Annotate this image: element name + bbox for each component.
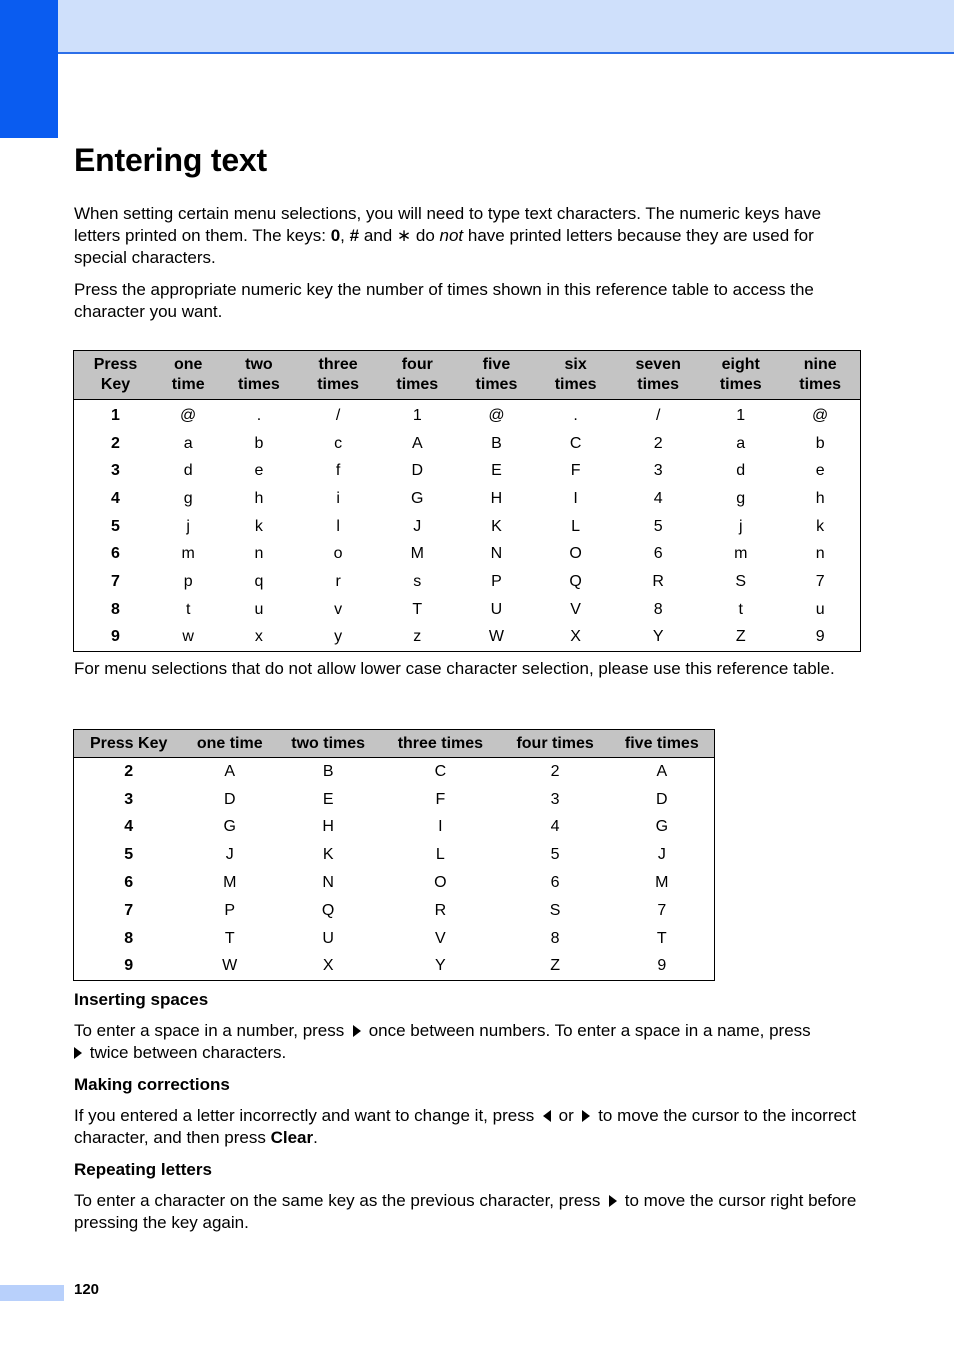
- character-cell: 3: [653, 462, 663, 480]
- character-cell: B: [322, 762, 334, 780]
- press-key-cell: 8: [111, 600, 120, 618]
- character-cell: b: [815, 434, 825, 452]
- character-cell: W: [222, 957, 238, 975]
- character-cell: M: [223, 874, 237, 892]
- character-cell: z: [413, 628, 422, 646]
- right-arrow-icon: [609, 1195, 617, 1207]
- character-cell: O: [569, 545, 582, 563]
- character-cell: u: [254, 600, 264, 618]
- page-title: Entering text: [74, 142, 267, 178]
- inserting-spaces-text: To enter a space in a number, press once between numbers. To enter a space in a name, press twice between characters.: [74, 1021, 811, 1062]
- character-cell: s: [413, 572, 422, 590]
- character-cell: n: [254, 545, 264, 563]
- column-header: five times: [610, 730, 715, 758]
- table-row: [74, 430, 861, 458]
- character-cell: I: [573, 489, 578, 507]
- character-cell: l: [336, 517, 340, 535]
- character-cell: Z: [550, 957, 560, 975]
- press-key-cell: 6: [124, 874, 134, 892]
- character-cell: M: [410, 545, 424, 563]
- character-cell: L: [571, 517, 581, 535]
- character-cell: D: [656, 790, 668, 808]
- character-cell: 8: [653, 600, 663, 618]
- character-cell: j: [186, 517, 190, 535]
- character-cell: M: [655, 874, 669, 892]
- column-header: six times: [536, 351, 615, 400]
- character-cell: 7: [657, 901, 667, 919]
- press-key-cell: 3: [111, 462, 120, 480]
- column-header: Press Key: [74, 351, 158, 400]
- character-cell: e: [815, 462, 825, 480]
- key-0: 0: [330, 226, 341, 245]
- character-cell: 9: [815, 628, 825, 646]
- character-cell: A: [224, 762, 236, 780]
- right-arrow-icon: [353, 1025, 361, 1037]
- press-key-cell: 8: [124, 929, 134, 947]
- character-cell: Y: [652, 628, 664, 646]
- table-row: [74, 485, 861, 513]
- character-cell: B: [491, 434, 502, 452]
- character-cell: h: [815, 489, 825, 507]
- character-cell: 5: [550, 846, 560, 864]
- character-cell: k: [816, 517, 825, 535]
- character-cell: e: [254, 462, 264, 480]
- press-key-cell: 3: [124, 790, 134, 808]
- chapter-tab-marker: [0, 0, 58, 138]
- footer-tab: [0, 1285, 64, 1301]
- press-key-cell: 6: [111, 545, 120, 563]
- character-cell: A: [656, 762, 668, 780]
- character-cell: T: [224, 929, 235, 947]
- character-cell: D: [411, 462, 424, 480]
- character-cell: @: [488, 406, 505, 424]
- character-cell: X: [570, 628, 581, 646]
- character-cell: @: [812, 406, 829, 424]
- column-header: three times: [380, 730, 500, 758]
- character-cell: G: [655, 818, 669, 836]
- uppercase-note: For menu selections that do not allow lower case character selection, please use this reference table.: [74, 659, 835, 678]
- character-cell: p: [183, 572, 193, 590]
- character-cell: U: [322, 929, 334, 947]
- table-row: [74, 869, 715, 897]
- character-cell: 1: [736, 406, 746, 424]
- table-row: [74, 568, 861, 596]
- character-cell: .: [573, 406, 578, 424]
- character-cell: 2: [550, 762, 560, 780]
- clear-key: Clear: [270, 1128, 314, 1147]
- character-cell: x: [254, 628, 263, 646]
- press-key-cell: 4: [111, 489, 120, 507]
- character-cell: Q: [569, 572, 582, 590]
- character-cell: F: [435, 790, 446, 808]
- making-corrections-text: If you entered a letter incorrectly and want to change it, press or to move the cursor to the incorrect character, and then press Clear.: [74, 1106, 857, 1147]
- character-cell: S: [735, 572, 747, 590]
- character-cell: k: [254, 517, 263, 535]
- table-row: [74, 897, 715, 925]
- character-cell: u: [815, 600, 825, 618]
- character-cell: R: [434, 901, 447, 919]
- character-cell: t: [738, 600, 743, 618]
- heading-repeating-letters: Repeating letters: [74, 1160, 212, 1179]
- character-cell: .: [256, 406, 262, 424]
- table-row: [74, 457, 861, 485]
- character-cell: w: [182, 628, 194, 646]
- character-cell: i: [336, 489, 340, 507]
- press-key-cell: 9: [111, 628, 120, 646]
- character-cell: /: [335, 406, 341, 424]
- column-header: nine times: [780, 351, 860, 400]
- press-key-cell: 2: [111, 434, 120, 452]
- character-cell: H: [490, 489, 503, 507]
- character-cell: n: [815, 545, 825, 563]
- table-row: [74, 596, 861, 624]
- right-arrow-icon: [74, 1047, 82, 1059]
- character-cell: P: [224, 901, 236, 919]
- table-row: [74, 814, 715, 842]
- column-header: eight times: [701, 351, 780, 400]
- table-row: [74, 953, 715, 981]
- character-cell: h: [254, 489, 264, 507]
- table-row: [74, 540, 861, 568]
- press-key-cell: 7: [124, 901, 134, 919]
- character-cell: E: [491, 462, 502, 480]
- repeating-letters-text: To enter a character on the same key as the previous character, press to move the cursor right before pressing the key again.: [74, 1191, 857, 1232]
- character-cell: R: [652, 572, 664, 590]
- character-cell: 2: [653, 434, 663, 452]
- heading-making-corrections: Making corrections: [74, 1075, 230, 1094]
- character-cell: Z: [735, 628, 746, 646]
- character-cell: K: [322, 846, 334, 864]
- table-row: [74, 758, 715, 786]
- character-cell: 4: [550, 818, 560, 836]
- character-cell: 5: [653, 517, 663, 535]
- table-row: [74, 624, 861, 652]
- character-cell: T: [412, 600, 423, 618]
- character-cell: f: [335, 462, 341, 480]
- character-cell: 4: [653, 489, 663, 507]
- character-cell: o: [333, 545, 343, 563]
- character-cell: @: [180, 406, 197, 424]
- table-row: [74, 841, 715, 869]
- character-cell: N: [490, 545, 503, 563]
- key-hash: #: [349, 226, 360, 245]
- character-cell: I: [438, 818, 443, 836]
- character-cell: c: [334, 434, 343, 452]
- character-cell: T: [656, 929, 667, 947]
- column-header: Press Key: [74, 730, 184, 758]
- character-cell: a: [736, 434, 746, 452]
- character-cell: P: [491, 572, 502, 590]
- character-cell: 1: [412, 406, 422, 424]
- column-header: four times: [501, 730, 610, 758]
- character-cell: v: [334, 600, 343, 618]
- character-cell: J: [225, 846, 234, 864]
- table-row: [74, 400, 861, 430]
- table-row: [74, 513, 861, 541]
- character-cell: /: [655, 406, 661, 424]
- character-cell: E: [322, 790, 334, 808]
- column-header: four times: [378, 351, 457, 400]
- character-cell: F: [570, 462, 581, 480]
- character-cell: U: [490, 600, 503, 618]
- character-cell: G: [223, 818, 236, 836]
- character-cell: g: [183, 489, 193, 507]
- press-key-cell: 2: [124, 762, 134, 780]
- column-header: three times: [299, 351, 378, 400]
- character-cell: t: [185, 600, 191, 618]
- character-cell: C: [434, 762, 447, 780]
- character-cell: 8: [550, 929, 560, 947]
- column-header: seven times: [615, 351, 701, 400]
- character-cell: G: [411, 489, 424, 507]
- instruction-paragraph: Press the appropriate numeric key the number of times shown in this reference table to access the character you want.: [74, 280, 814, 321]
- character-cell: X: [322, 957, 334, 975]
- column-header: one time: [183, 730, 276, 758]
- heading-inserting-spaces: Inserting spaces: [74, 990, 209, 1009]
- right-arrow-icon: [582, 1110, 590, 1122]
- character-cell: d: [736, 462, 746, 480]
- character-cell: D: [223, 790, 236, 808]
- character-cell: C: [569, 434, 582, 452]
- press-key-cell: 5: [111, 517, 120, 535]
- character-cell: O: [434, 874, 447, 892]
- character-cell: 9: [657, 957, 667, 975]
- character-cell: m: [734, 545, 748, 563]
- header-band: [0, 0, 954, 54]
- reference-table-full: [73, 350, 861, 652]
- press-key-cell: 1: [111, 406, 120, 424]
- character-cell: 7: [815, 572, 825, 590]
- character-cell: d: [183, 462, 193, 480]
- press-key-cell: 7: [111, 572, 120, 590]
- character-cell: r: [335, 572, 341, 590]
- character-cell: g: [736, 489, 746, 507]
- reference-table-uppercase: [73, 729, 715, 981]
- character-cell: S: [549, 901, 561, 919]
- left-arrow-icon: [543, 1110, 551, 1122]
- character-cell: W: [488, 628, 504, 646]
- character-cell: b: [254, 434, 264, 452]
- star-key-icon: ∗: [396, 226, 412, 245]
- press-key-cell: 4: [124, 818, 134, 836]
- character-cell: y: [334, 628, 343, 646]
- character-cell: J: [413, 517, 422, 535]
- character-cell: 6: [550, 874, 560, 892]
- character-cell: J: [657, 846, 666, 864]
- intro-paragraph: When setting certain menu selections, you will need to type text characters. The numeric keys have letters printed on them. The keys: 0, # and ∗ do not have printed letters because they are used for special characters.: [74, 204, 822, 267]
- character-cell: q: [254, 572, 264, 590]
- character-cell: Y: [435, 957, 446, 975]
- character-cell: a: [183, 434, 193, 452]
- column-header: one time: [157, 351, 219, 400]
- character-cell: K: [491, 517, 502, 535]
- press-key-cell: 9: [124, 957, 134, 975]
- character-cell: N: [322, 874, 334, 892]
- character-cell: 6: [653, 545, 663, 563]
- character-cell: H: [322, 818, 334, 836]
- press-key-cell: 5: [124, 846, 134, 864]
- column-header: two times: [276, 730, 380, 758]
- character-cell: j: [738, 517, 743, 535]
- character-cell: L: [435, 846, 445, 864]
- character-cell: Q: [321, 901, 335, 919]
- column-header: five times: [457, 351, 536, 400]
- character-cell: V: [570, 600, 581, 618]
- table-row: [74, 786, 715, 814]
- character-cell: V: [435, 929, 446, 947]
- character-cell: m: [181, 545, 195, 563]
- page-number: 120: [74, 1281, 100, 1298]
- character-cell: A: [411, 434, 423, 452]
- table-row: [74, 925, 715, 953]
- character-cell: 3: [550, 790, 560, 808]
- column-header: two times: [219, 351, 298, 400]
